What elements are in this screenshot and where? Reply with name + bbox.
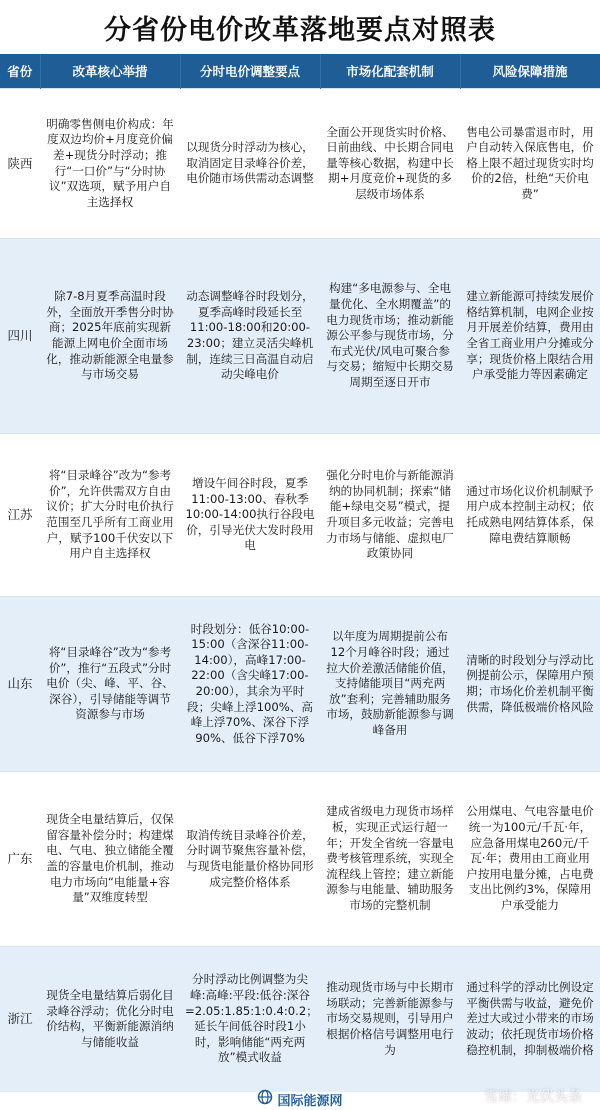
reform-cell: 明确零售侧电价构成：年度双边均价+月度竞价偏差+现货分时浮动；推行“一口价”与“分时协议”双选项，赋予用户自主选择权 <box>40 89 180 239</box>
market-cell: 构建“多电源参与、全电量优化、全水期覆盖”的电力现货市场；推动新能源公平参与现货市场，分布式光伏/风电可聚合参与交易；缩短中长期交易周期至逐日开市 <box>320 239 460 434</box>
province-cell: 陕西 <box>0 89 40 239</box>
table-row <box>0 947 600 1092</box>
risk-cell: 公用煤电、气电容量电价统一为100元/千瓦·年，应急备用煤电260元/千瓦·年；费用由工商业用户按用电量分摊，占电费支出比例约3%，保障用户承受能力 <box>460 772 600 947</box>
risk-cell: 清晰的时段划分与浮动比例提前公示，保障用户预期；市场化价差机制平衡供需，降低极端价格风险 <box>460 597 600 772</box>
tou-cell: 以现货分时浮动为核心，取消固定目录峰谷价差，电价随市场供需动态调整 <box>180 89 320 239</box>
table-header-row <box>0 54 600 89</box>
market-cell: 推动现货市场与中长期市场联动；完善新能源参与市场交易规则，引导用户根据价格信号调整用电行为 <box>320 947 460 1092</box>
tou-cell: 取消传统目录峰谷价差，分时调节聚焦容量补偿，与现货电能量价格协同形成完整价格体系 <box>180 772 320 947</box>
table-row <box>0 597 600 772</box>
risk-cell: 通过科学的浮动比例设定平衡供需与收益，避免价差过大或过小带来的市场波动；依托现货市场价格稳控机制，抑制极端价格 <box>460 947 600 1092</box>
reform-table <box>0 54 600 1092</box>
province-cell: 广东 <box>0 772 40 947</box>
reform-cell: 现货全电量结算后弱化目录峰谷浮动；优化分时电价结构，平衡新能源消纳与储能收益 <box>40 947 180 1092</box>
tou-cell: 时段划分：低谷10:00-15:00（含深谷11:00-14:00），高峰17:00-22:00（含尖峰17:00-20:00），其余为平时段；尖峰上浮100%、高峰上浮70%、深谷下浮90%、低谷下浮70% <box>180 597 320 772</box>
page-title: 分省份电价改革落地要点对照表 <box>104 14 496 46</box>
province-cell: 四川 <box>0 239 40 434</box>
logo-text: 国际能源网 <box>277 1093 343 1109</box>
market-cell: 全面公开现货实时价格、日前曲线、中长期合同电量等核心数据，构建中长期+月度竞价+现货的多层级市场体系 <box>320 89 460 239</box>
header-market: 市场化配套机制 <box>320 54 460 89</box>
risk-cell: 建立新能源可持续发展价格结算机制，电网企业按月开展差价结算，费用由全省工商业用户分摊或分享；现货价格上限结合用户承受能力等因素确定 <box>460 239 600 434</box>
table-row <box>0 434 600 597</box>
risk-cell: 通过市场化议价机制赋予用户成本控制主动权；依托成熟电网结算体系，保障电费结算顺畅 <box>460 434 600 597</box>
market-cell: 强化分时电价与新能源消纳的协同机制；探索“储能+绿电交易”模式，提升项目多元收益；完善电力市场与储能、虚拟电厂政策协同 <box>320 434 460 597</box>
table-row <box>0 89 600 239</box>
watermark: 雪球：光伏头条 <box>484 1089 582 1105</box>
risk-cell: 售电公司暴雷退市时，用户自动转入保底售电，价格上限不超过现货实时均价的2倍，杜绝“天价电费” <box>460 89 600 239</box>
reform-cell: 将“目录峰谷”改为“参考价”，推行“五段式”分时电价（尖、峰、平、谷、深谷），引导储能等调节资源参与市场 <box>40 597 180 772</box>
header-tou: 分时电价调整要点 <box>180 54 320 89</box>
province-cell: 山东 <box>0 597 40 772</box>
reform-cell: 现货全电量结算后，仅保留容量补偿分时；构建煤电、气电、独立储能全覆盖的容量电价机制，推动电力市场向“电能量+容量”双维度转型 <box>40 772 180 947</box>
tou-cell: 增设午间谷时段，夏季11:00-13:00、春秋季10:00-14:00执行谷段电价，引导光伏大发时段用电 <box>180 434 320 597</box>
table-row <box>0 772 600 947</box>
tou-cell: 动态调整峰谷时段划分，夏季高峰时段延长至11:00-18:00和20:00-23:00；建立灵活尖峰机制，连续三日高温自动启动尖峰电价 <box>180 239 320 434</box>
province-cell: 浙江 <box>0 947 40 1092</box>
globe-icon <box>257 1089 273 1109</box>
reform-cell: 将“目录峰谷”改为“参考价”，允许供需双方自由议价；扩大分时电价执行范围至几乎所有工商业用户，赋予100千伏安以下用户自主选择权 <box>40 434 180 597</box>
market-cell: 以年度为周期提前公布12个月峰谷时段；通过拉大价差激活储能价值，支持储能项目“两充两放”套利；完善辅助服务市场，鼓励新能源参与调峰备用 <box>320 597 460 772</box>
table-row <box>0 239 600 434</box>
province-cell: 江苏 <box>0 434 40 597</box>
tou-cell: 分时浮动比例调整为尖峰:高峰:平段:低谷:深谷=2.05:1.85:1:0.4:0.2；延长午间低谷时段1小时，影响储能“两充两放”模式收益 <box>180 947 320 1092</box>
market-cell: 建成省级电力现货市场样板，实现正式运行超一年；开发全省统一容量电费考核管理系统，实现全流程线上管控；建立新能源参与电能量、辅助服务市场的完整机制 <box>320 772 460 947</box>
header-reform: 改革核心举措 <box>40 54 180 89</box>
reform-cell: 除7-8月夏季高温时段外，全面放开季售分时协商；2025年底前实现新能源上网电价全面市场化，推动新能源全电量参与市场交易 <box>40 239 180 434</box>
header-province: 省份 <box>0 54 40 89</box>
site-logo <box>257 1089 342 1109</box>
header-risk: 风险保障措施 <box>460 54 600 89</box>
